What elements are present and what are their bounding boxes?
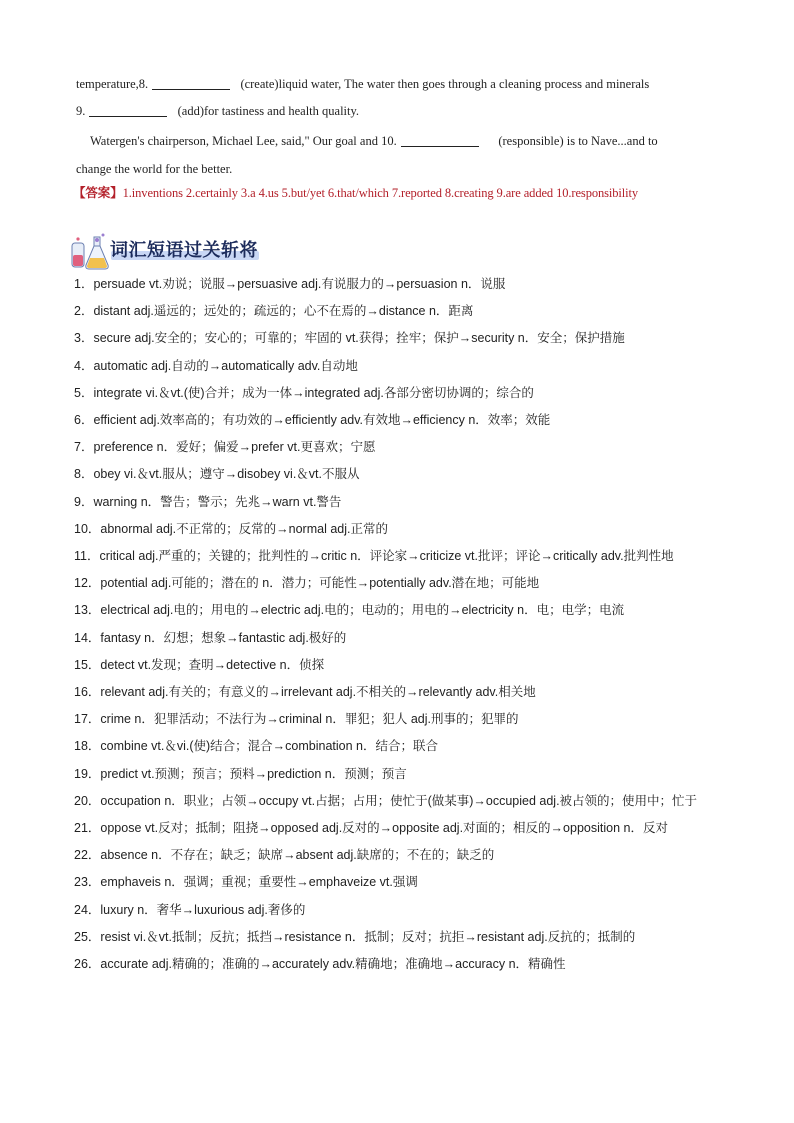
vocab-definition: fantasy n．幻想；想象→fantastic adj.极好的 <box>100 630 347 645</box>
vocab-number: 6． <box>74 413 94 428</box>
vocab-definition: warning n．警告；警示；先兆→warn vt.警告 <box>93 494 342 509</box>
flask-icon <box>70 231 110 271</box>
vocab-definition: efficient adj.效率高的；有功效的→efficiently adv.有效地→efficiency n．效率；效能 <box>93 413 551 428</box>
vocab-entry <box>74 489 724 516</box>
vocab-number: 24． <box>74 902 101 917</box>
vocab-number: 18． <box>74 739 101 754</box>
vocab-definition: abnormal adj.不正常的；反常的→normal adj.正常的 <box>100 521 388 536</box>
vocab-entry <box>74 570 724 597</box>
vocab-definition: automatic adj.自动的→automatically adv.自动地 <box>93 358 358 373</box>
section-title: 词汇短语过关斩将 <box>110 240 258 261</box>
vocab-entry <box>74 543 724 570</box>
vocab-definition: detect vt.发现；查明→detective n．侦探 <box>100 657 325 672</box>
vocab-number: 22． <box>74 848 101 863</box>
vocab-entry <box>74 869 724 896</box>
vocab-definition: absence n．不存在；缺乏；缺席→absent adj.缺席的；不在的；缺乏的 <box>100 848 495 863</box>
passage-line-1 <box>76 70 718 98</box>
vocab-definition: critical adj.严重的；关键的；批判性的→critic n．评论家→criticize vt.批评；评论→critically adv.批判性地 <box>99 549 674 564</box>
vocab-definition: combine vt.＆vi.(使)结合；混合→combination n．结合；联合 <box>100 739 438 754</box>
vocab-number: 2． <box>74 304 94 319</box>
answer-text: 1.inventions 2.certainly 3.a 4.us 5.but/yet 6.that/which 7.reported 8.creating 9.are added 10.responsibility <box>122 186 639 200</box>
vocab-number: 17． <box>74 712 101 727</box>
vocab-number: 12． <box>74 576 101 591</box>
passage-line-2 <box>76 97 718 125</box>
answer-tag: 【答案】 <box>73 185 123 200</box>
vocab-definition: preference n．爱好；偏爱→prefer vt.更喜欢；宁愿 <box>93 440 376 455</box>
vocab-list <box>74 271 724 978</box>
vocab-definition: predict vt.预测；预言；预料→prediction n．预测；预言 <box>100 766 407 781</box>
vocab-definition: relevant adj.有关的；有意义的→irrelevant adj.不相关的→relevantly adv.相关地 <box>100 685 536 700</box>
vocab-definition: integrate vi.＆vt.(使)合并；成为一体→integrated adj.各部分密切协调的；综合的 <box>93 385 534 400</box>
section-header <box>70 231 370 271</box>
passage-line-4 <box>76 155 718 183</box>
vocab-entry <box>74 434 724 461</box>
vocab-definition: oppose vt.反对；抵制；阻挠→opposed adj.反对的→opposite adj.对面的；相反的→opposition n．反对 <box>100 821 668 836</box>
vocab-number: 4． <box>74 358 94 373</box>
answer-blank-8 <box>152 75 230 90</box>
vocab-number: 8． <box>74 467 94 482</box>
vocab-entry <box>74 298 724 325</box>
passage-text: temperature,8. <box>76 77 149 91</box>
passage-line-3 <box>76 127 732 155</box>
vocab-number: 9． <box>74 494 94 509</box>
passage-text: Watergen's chairperson, Michael Lee, said," Our goal and 10. <box>90 134 397 148</box>
vocab-definition: persuade vt.劝说；说服→persuasive adj.有说服力的→persuasion n．说服 <box>93 277 506 291</box>
vocab-number: 20． <box>74 793 101 808</box>
vocab-number: 3． <box>74 331 94 346</box>
vocab-number: 15． <box>74 657 101 672</box>
vocab-number: 23． <box>74 875 101 890</box>
vocab-number: 25． <box>74 929 101 944</box>
vocab-entry <box>74 951 724 978</box>
vocab-number: 10． <box>74 521 101 536</box>
vocab-number: 13． <box>74 603 101 618</box>
vocab-entry <box>74 842 724 869</box>
vocab-entry <box>74 461 724 488</box>
vocab-definition: obey vi.＆vt.服从；遵守→disobey vi.＆vt.不服从 <box>93 467 360 482</box>
vocab-entry <box>74 652 724 679</box>
passage-text: 9. <box>76 104 86 118</box>
vocab-entry <box>74 679 724 706</box>
vocab-definition: occupation n．职业；占领→occupy vt.占据；占用；使忙于(做某事)→occupied adj.被占领的；使用中；忙于 <box>100 793 698 808</box>
vocab-entry <box>74 924 724 951</box>
vocab-definition: electrical adj.电的；用电的→electric adj.电的；电动的；用电的→electricity n．电；电学；电流 <box>100 603 625 618</box>
vocab-entry <box>74 897 724 924</box>
answer-blank-9 <box>89 102 167 117</box>
vocab-number: 16． <box>74 685 101 700</box>
vocab-number: 11． <box>74 549 100 564</box>
vocab-entry <box>74 761 724 788</box>
vocab-entry <box>74 325 724 352</box>
vocab-number: 7． <box>74 440 94 455</box>
vocab-number: 19． <box>74 766 101 781</box>
passage-text: (responsible) is to Nave...and to <box>498 134 658 148</box>
vocab-number: 5． <box>74 385 94 400</box>
vocab-entry <box>74 516 724 543</box>
answer-key <box>73 183 638 201</box>
vocab-entry <box>74 625 724 652</box>
vocab-definition: crime n．犯罪活动；不法行为→criminal n．罪犯；犯人 adj.刑事的；犯罪的 <box>100 712 519 727</box>
vocab-number: 21． <box>74 821 101 836</box>
vocab-definition: luxury n．奢华→luxurious adj.奢侈的 <box>100 902 306 917</box>
vocab-entry <box>74 353 724 380</box>
vocab-entry <box>74 407 724 434</box>
vocab-number: 14． <box>74 630 101 645</box>
vocab-entry <box>74 815 724 842</box>
vocab-number: 26． <box>74 957 101 972</box>
vocab-entry <box>74 706 724 733</box>
vocab-definition: potential adj.可能的；潜在的 n．潜力；可能性→potentially adv.潜在地；可能地 <box>100 576 540 591</box>
vocab-number: 1． <box>74 277 94 291</box>
passage-text: (create)liquid water, The water then goes through a cleaning process and minerals <box>240 77 650 91</box>
vocab-definition: accurate adj.精确的；准确的→accurately adv.精确地；准确地→accuracy n．精确性 <box>100 957 566 972</box>
vocab-entry <box>74 597 724 624</box>
vocab-entry <box>74 380 724 407</box>
vocab-entry <box>74 271 724 298</box>
passage-text: change the world for the better. <box>76 162 233 176</box>
passage-text: (add)for tastiness and health quality. <box>177 104 360 118</box>
vocab-definition: secure adj.安全的；安心的；可靠的；牢固的 vt.获得；拴牢；保护→security n．安全；保护措施 <box>93 331 625 346</box>
vocab-definition: resist vi.＆vt.抵制；反抗；抵挡→resistance n．抵制；反对；抗拒→resistant adj.反抗的；抵制的 <box>100 929 636 944</box>
vocab-entry <box>74 788 724 815</box>
vocab-definition: emphaveis n．强调；重视；重要性→emphaveize vt.强调 <box>100 875 418 890</box>
answer-blank-10 <box>401 132 479 147</box>
vocab-entry <box>74 733 724 760</box>
vocab-definition: distant adj.遥远的；远处的；疏远的；心不在焉的→distance n．距离 <box>93 304 474 319</box>
